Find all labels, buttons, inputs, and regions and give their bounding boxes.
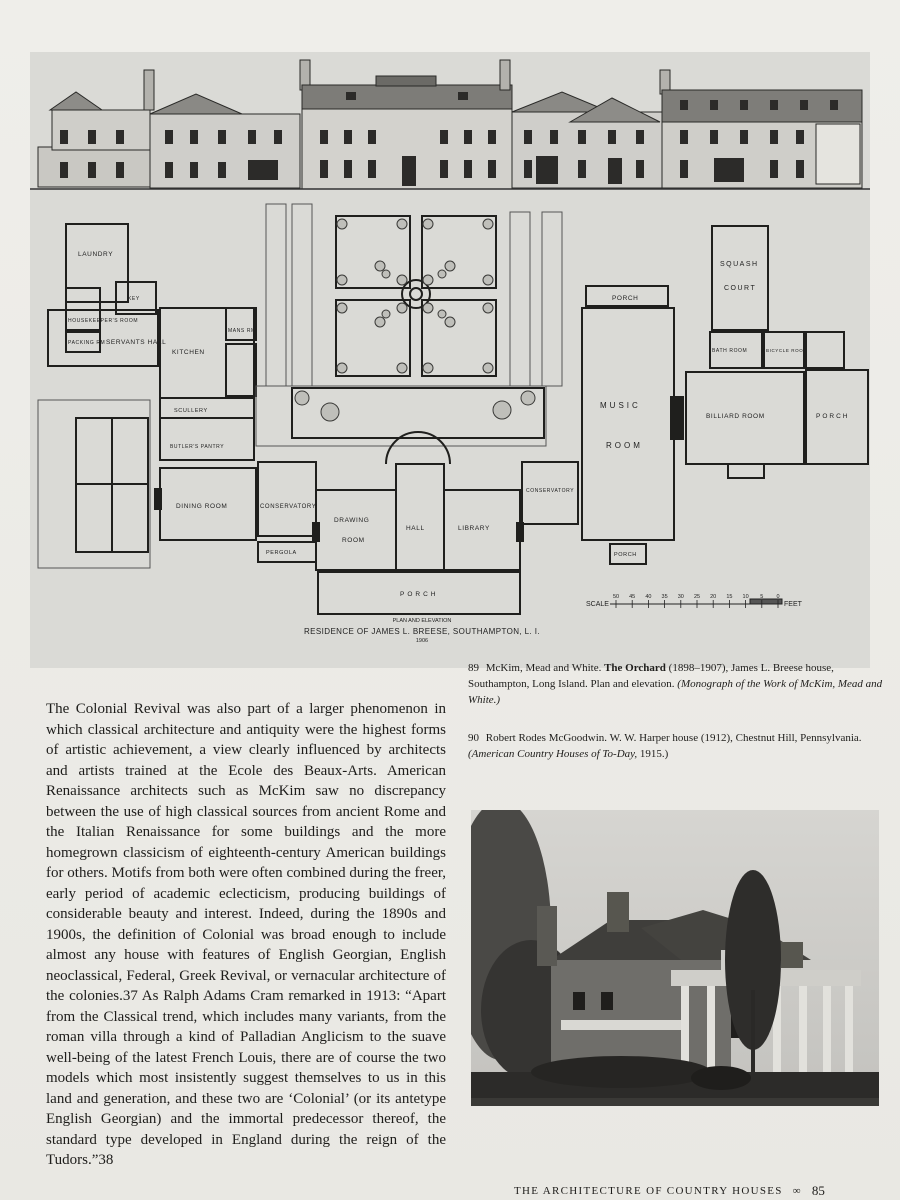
room-label-mans-rm: MANS RM [228, 328, 256, 334]
room-label-dining: DINING ROOM [176, 503, 228, 510]
caption-source: (Monograph of the Work of McKim, Mead and White.) [468, 678, 883, 706]
room-label-pergola: PERGOLA [266, 550, 297, 556]
scale-tick-label: 5 [760, 594, 764, 600]
scale-tick-label: 25 [693, 594, 701, 600]
room-label-porch-top: PORCH [612, 295, 639, 302]
room-label-bicycle: BICYCLE ROOM [766, 348, 808, 353]
figure-caption-89 [468, 660, 888, 708]
room-label-squash-1: SQUASH [720, 261, 759, 268]
room-label-bath: BATH ROOM [712, 348, 748, 354]
room-label-music-1: MUSIC [600, 401, 641, 410]
caption-number: 90 [468, 732, 479, 744]
plan-title-small: PLAN AND ELEVATION [392, 618, 452, 624]
scale-unit: FEET [784, 601, 802, 608]
scale-tick-label: 0 [776, 594, 780, 600]
room-label-porch-small: PORCH [614, 552, 637, 558]
scale-tick-label: 45 [629, 594, 636, 600]
room-label-porch-bottom: PORCH [400, 591, 439, 598]
room-label-squash-2: COURT [724, 285, 757, 292]
scale-tick-label: 30 [677, 594, 684, 600]
footer-ornament: ∞ [792, 1185, 802, 1197]
scale-tick-label: 50 [612, 594, 620, 600]
room-label-drawing-2: ROOM [342, 537, 365, 544]
scale-tick-label: 10 [742, 594, 749, 600]
caption-title: The Orchard [604, 662, 666, 674]
room-label-packing: PACKING RM [68, 340, 106, 346]
room-label-conservatory-left: CONSERVATORY [260, 504, 317, 510]
figure-caption-90 [468, 730, 888, 762]
running-head: THE ARCHITECTURE OF COUNTRY HOUSES [514, 1185, 783, 1197]
scale-label: SCALE [586, 601, 609, 608]
scale-tick-label: 15 [726, 594, 733, 600]
scale-tick-label: 20 [710, 594, 717, 600]
body-paragraph: The Colonial Revival was also part of a larger phenomenon in which classical architecture and antiquity were the highest forms of artistic achievement, a view clearly influenced by architects and artists trained at the Ecole des Beaux-Arts. American Renaissance architects such as McKim saw no discrepancy between the use of high classical sources from ancient Rome and the Italian Renaissance for some buildings and the more homegrown classicism of eighteenth-century American buildings for others. Motifs from both were often combined during the freer, early period of academic eclecticism, producing buildings of considerable beauty and interest. Indeed, during the 1890s and 1900s, the definition of Colonial was broad enough to include almost any house with features of English Georgian, English neoclassical, Federal, Greek Revival, or vernacular architecture of the colonies.37 As Ralph Adams Cram remarked in 1913: “Apart from the Classical trend, which includes many variants, from the roman villa through a kind of Palladian Anglicism to the suave well-being of the latest French Louis, there are of course the two models which most insistently suggest themselves to us in this land and generation, and these two are ‘Colonial’ (or its antetype English Georgian) and the immortal predecessor thereof, the standard type developed in England during the reign of the Tudors.”38 [46, 701, 446, 1168]
room-label-conservatory-right: CONSERVATORY [526, 488, 575, 494]
room-label-drawing-1: DRAWING [334, 517, 370, 524]
room-label-hall: HALL [406, 525, 425, 532]
caption-text: Robert Rodes McGoodwin. W. W. Harper house (1912), Chestnut Hill, Pennsylvania. [485, 732, 862, 744]
scale-tick-label: 40 [645, 594, 652, 600]
room-label-music-2: ROOM [606, 441, 643, 450]
caption-number: 89 [468, 662, 479, 674]
room-label-porch-right: PORCH [816, 413, 850, 420]
caption-text: McKim, Mead and White. [485, 662, 602, 674]
plan-year: 1906 [415, 638, 429, 644]
room-label-butlers-pantry: BUTLER'S PANTRY [170, 444, 225, 450]
room-label-key: KEY [128, 296, 140, 302]
room-label-kitchen: KITCHEN [172, 349, 205, 356]
room-label-billiard: BILLIARD ROOM [706, 413, 765, 420]
plan-title: RESIDENCE OF JAMES L. BREESE, SOUTHAMPTON, L. I. [304, 627, 540, 636]
caption-source: (American Country Houses of To-Day, [468, 748, 638, 760]
plan-elevation-drawing [30, 52, 870, 668]
room-label-library: LIBRARY [458, 525, 490, 532]
room-label-scullery: SCULLERY [174, 408, 208, 414]
caption-text: 1915.) [639, 748, 669, 760]
harper-house-photograph [471, 810, 879, 1106]
room-label-servants-hall: SERVANTS HALL [106, 339, 167, 346]
room-label-housekeepers: HOUSEKEEPER'S ROOM [68, 318, 139, 324]
running-footer [514, 1183, 884, 1199]
scale-tick-label: 35 [661, 594, 668, 600]
room-label-laundry: LAUNDRY [78, 251, 114, 258]
page-number: 85 [811, 1183, 825, 1198]
caption-text: (1898–1907), James L. Breese house, Southampton, Long Island. Plan and elevation. [468, 662, 834, 690]
